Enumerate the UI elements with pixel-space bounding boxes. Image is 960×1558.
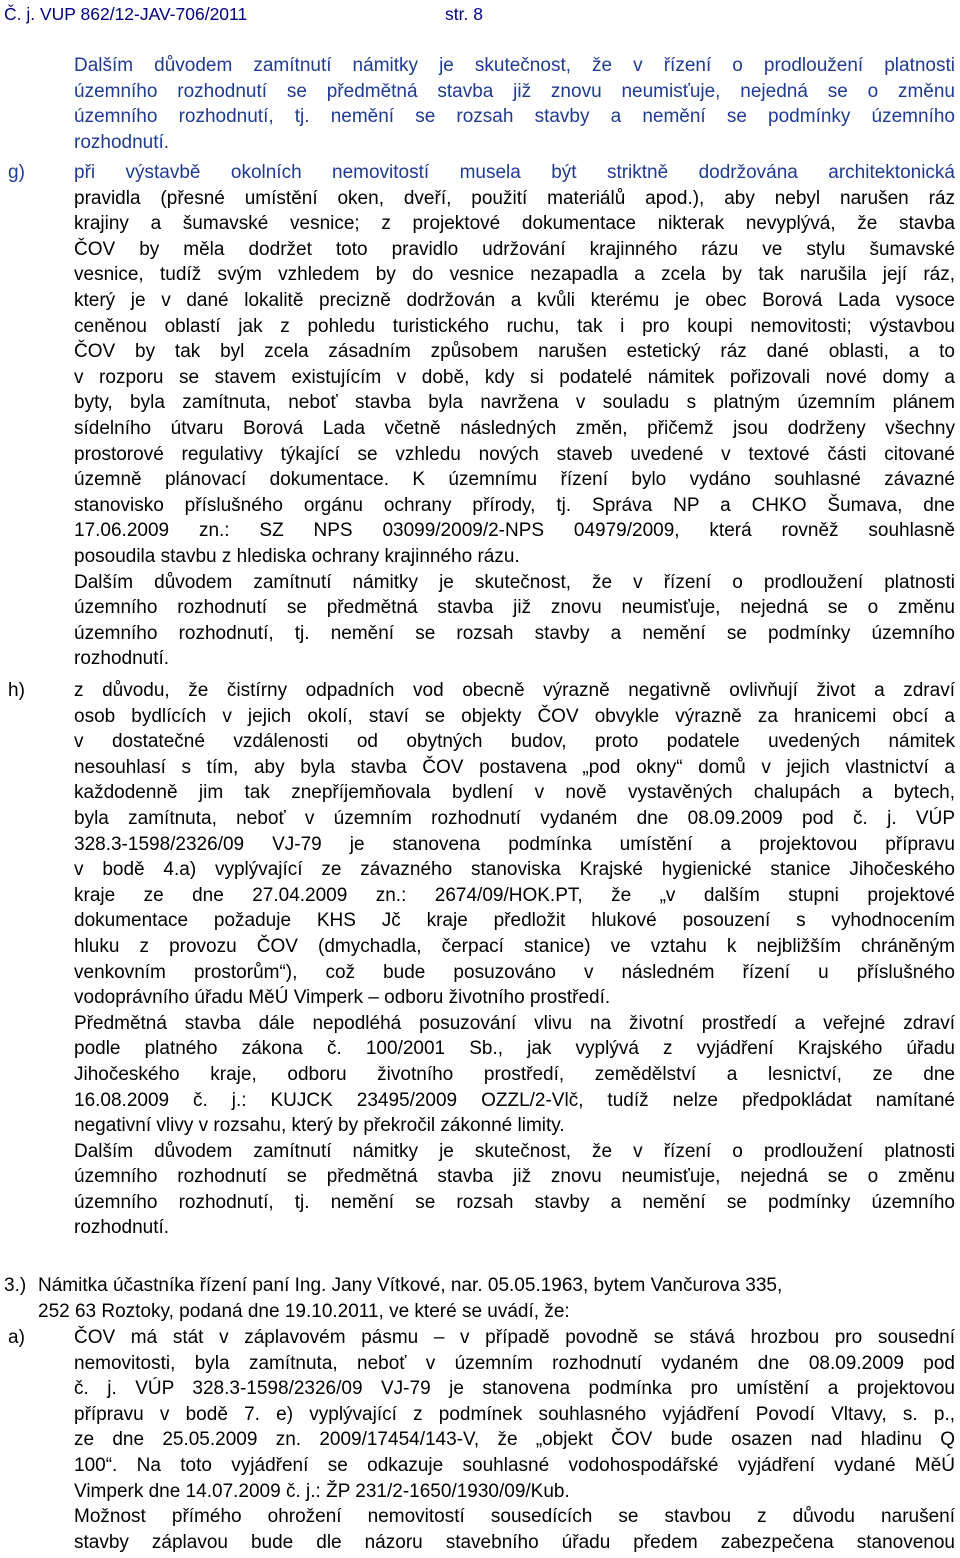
item-a-text [74, 1325, 955, 1555]
section-3-label: 3.) [4, 1275, 27, 1296]
text-line: vesnice, tudíž svým vzhledem by do vesnice nezapadla a zcela by tak narušila její ráz, [74, 264, 955, 286]
text-line: nemovitosti, byla zamítnuta, neboť v územním rozhodnutí vydaném dne 08.09.2009 pod [74, 1352, 955, 1374]
text-line: územního rozhodnutí, tj. nemění se rozsah stavby a nemění se podmínky územního [74, 622, 955, 644]
text-line: rozhodnutí. [74, 1217, 170, 1239]
text-line: z důvodu, že čistírny odpadních vod obecně výrazně negativně ovlivňují život a zdraví [74, 680, 955, 701]
text-line: kraje ze dne 27.04.2009 zn.: 2674/09/HOK.PT, že „v dalším stupni projektové [74, 884, 955, 906]
text-line: při výstavbě okolních nemovitostí musela být striktně dodržována architektonická [74, 162, 955, 183]
text-line: Předmětná stavba dále nepodléhá posuzování vlivu na životní prostředí a veřejné zdraví [74, 1012, 955, 1034]
text-line: územního rozhodnutí se předmětná stavba již znovu neumisťuje, nejedná se o změnu [74, 80, 955, 102]
text-line: nesouhlasí s tím, aby byla stavba ČOV postavena „pod okny“ domů v jejich vlastnictví a [74, 756, 955, 778]
text-line: Jihočeského kraje, odboru životního prostředí, zemědělství a lesnictví, ze dne [74, 1063, 955, 1085]
text-line: stavby záplavou bude dle názoru stavebního úřadu předem zabezpečena stanovenou [74, 1531, 955, 1553]
text-line: Dalším důvodem zamítnutí námitky je skutečnost, že v řízení o prodloužení platnosti [74, 55, 955, 76]
text-line: každodenně jim tak znepříjemňovala bydlení v nově vystavěných chalupách a bytech, [74, 782, 955, 804]
text-line: byty, byla zamítnuta, neboť stavba byla navržena v souladu s platným územním plánem [74, 392, 955, 414]
text-line: Vimperk dne 14.07.2009 č. j.: ŽP 231/2-1650/1930/09/Kub. [74, 1480, 570, 1502]
text-line: prostorové regulativy týkající se vzhledu nových staveb uvedené v textové části citované [74, 443, 955, 465]
text-line: Námitka účastníka řízení paní Ing. Jany Vítkové, nar. 05.05.1963, bytem Vančurova 335, [38, 1275, 783, 1296]
text-line: ČOV by tak byl zcela zásadním způsobem narušen estetický ráz dané oblasti, a to [74, 341, 955, 363]
text-line: územně plánovací dokumentace. K územnímu řízení bylo vydáno souhlasné závazné [74, 469, 955, 491]
item-h-label: h) [8, 680, 25, 701]
item-g-label: g) [8, 162, 25, 183]
text-line: přípravu v bodě 7. e) vyplývající z podmínek souhlasného vyjádření Povodí Vltavy, s. p., [74, 1403, 955, 1425]
text-line: hluku z provozu ČOV (dmychadla, čerpací stanice) ve vztahu k nejbližším chráněným [74, 935, 955, 957]
text-line: 252 63 Roztoky, podaná dne 19.10.2011, ve které se uvádí, že: [38, 1300, 570, 1322]
page-number: str. 8 [445, 4, 483, 24]
text-line: rozhodnutí. [74, 131, 170, 153]
text-line: venkovním prostorům“), což bude posuzováno v následném řízení u příslušného [74, 961, 955, 983]
text-line: ceněnou oblastí jak z pohledu turistického ruchu, tak i pro koupi nemovitosti; výstavbou [74, 315, 955, 337]
text-line: sídelního útvaru Borová Lada včetně následných změn, přičemž jsou dodrženy všechny [74, 417, 955, 439]
text-line: 328.3-1598/2326/09 VJ-79 je stanovena podmínka umístění a projektovou přípravu [74, 833, 955, 855]
text-line: který je v dané lokalitě precizně dodržován a kvůli kterému je obec Borová Lada vysoce [74, 289, 955, 311]
text-line: podle platného zákona č. 100/2001 Sb., jak vyplývá z vyjádření Krajského úřadu [74, 1038, 955, 1060]
text-line: vodoprávního úřadu MěÚ Vimperk – odboru životního prostředí. [74, 987, 611, 1009]
text-line: posoudila stavbu z hlediska ochrany krajinného rázu. [74, 545, 520, 567]
text-line: 17.06.2009 zn.: SZ NPS 03099/2009/2-NPS 04979/2009, která rovněž souhlasně [74, 520, 955, 542]
text-line: v bodě 4.a) vyplývající ze závazného stanoviska Krajské hygienické stanice Jihočeského [74, 859, 955, 881]
text-line: pravidla (přesné umístění oken, dveří, použití materiálů apod.), aby nebyl narušen ráz [74, 187, 955, 209]
text-line: Možnost přímého ohrožení nemovitostí sousedících se stavbou z důvodu narušení [74, 1506, 955, 1528]
text-line: ČOV má stát v záplavovém pásmu – v případě povodně se stává hrozbou pro sousední [74, 1327, 955, 1348]
item-g-text [74, 160, 955, 672]
text-line: ČOV by měla dodržet toto pravidlo udržování krajinného rázu ve stylu šumavské [74, 238, 955, 260]
text-line: dokumentace požaduje KHS Jč kraje předložit hlukové posouzení s vyhodnocením [74, 910, 955, 932]
paragraph-reason-1 [74, 53, 955, 155]
text-line: byla zamítnuta, neboť v územním rozhodnutí vydaném dne 08.09.2009 pod č. j. VÚP [74, 807, 955, 829]
text-line: 16.08.2009 č. j.: KUJCK 23495/2009 OZZL/2-Vlč, tudíž nelze předpokládat namítané [74, 1089, 955, 1111]
text-line: 100“. Na toto vyjádření se odkazuje souhlasné vodohospodářské vyjádření vydané MěÚ [74, 1454, 955, 1476]
text-line: krajiny a šumavské vesnice; z projektové dokumentace nikterak nevyplývá, že stavba [74, 213, 955, 235]
page-header-ref: Č. j. VUP 862/12-JAV-706/2011 [4, 4, 248, 24]
item-h-text [74, 678, 955, 1241]
text-line: stanovisko příslušného orgánu ochrany přírody, tj. Správa NP a CHKO Šumava, dne [74, 494, 955, 516]
text-line: negativní vlivy v rozsahu, který by překročil zákonné limity. [74, 1115, 565, 1137]
section-3-text [38, 1273, 955, 1324]
text-line: územního rozhodnutí se předmětná stavba již znovu neumisťuje, nejedná se o změnu [74, 1166, 955, 1188]
text-line: v rozporu se stavem existujícím v době, kdy si podatelé námitek pořizovali nové domy a [74, 366, 955, 388]
text-line: v dostatečné vzdálenosti od obytných budov, proto podatele uvedených námitek [74, 731, 955, 753]
text-line: územního rozhodnutí, tj. nemění se rozsah stavby a nemění se podmínky územního [74, 106, 955, 128]
text-line: ze dne 25.05.2009 zn. 2009/17454/143-V, že „objekt ČOV bude osazen nad hladinu Q [74, 1429, 955, 1451]
text-line: územního rozhodnutí, tj. nemění se rozsah stavby a nemění se podmínky územního [74, 1191, 955, 1213]
text-line: č. j. VÚP 328.3-1598/2326/09 VJ-79 je stanovena podmínka pro umístění a projektovou [74, 1378, 955, 1400]
text-line: Dalším důvodem zamítnutí námitky je skutečnost, že v řízení o prodloužení platnosti [74, 571, 955, 593]
item-a-label: a) [8, 1327, 25, 1348]
text-line: osob bydlících v jejich okolí, staví se objekty ČOV obvykle výrazně za hranicemi obcí a [74, 705, 955, 727]
text-line: územního rozhodnutí se předmětná stavba již znovu neumisťuje, nejedná se o změnu [74, 597, 955, 619]
text-line: Dalším důvodem zamítnutí námitky je skutečnost, že v řízení o prodloužení platnosti [74, 1140, 955, 1162]
text-line: rozhodnutí. [74, 648, 170, 670]
